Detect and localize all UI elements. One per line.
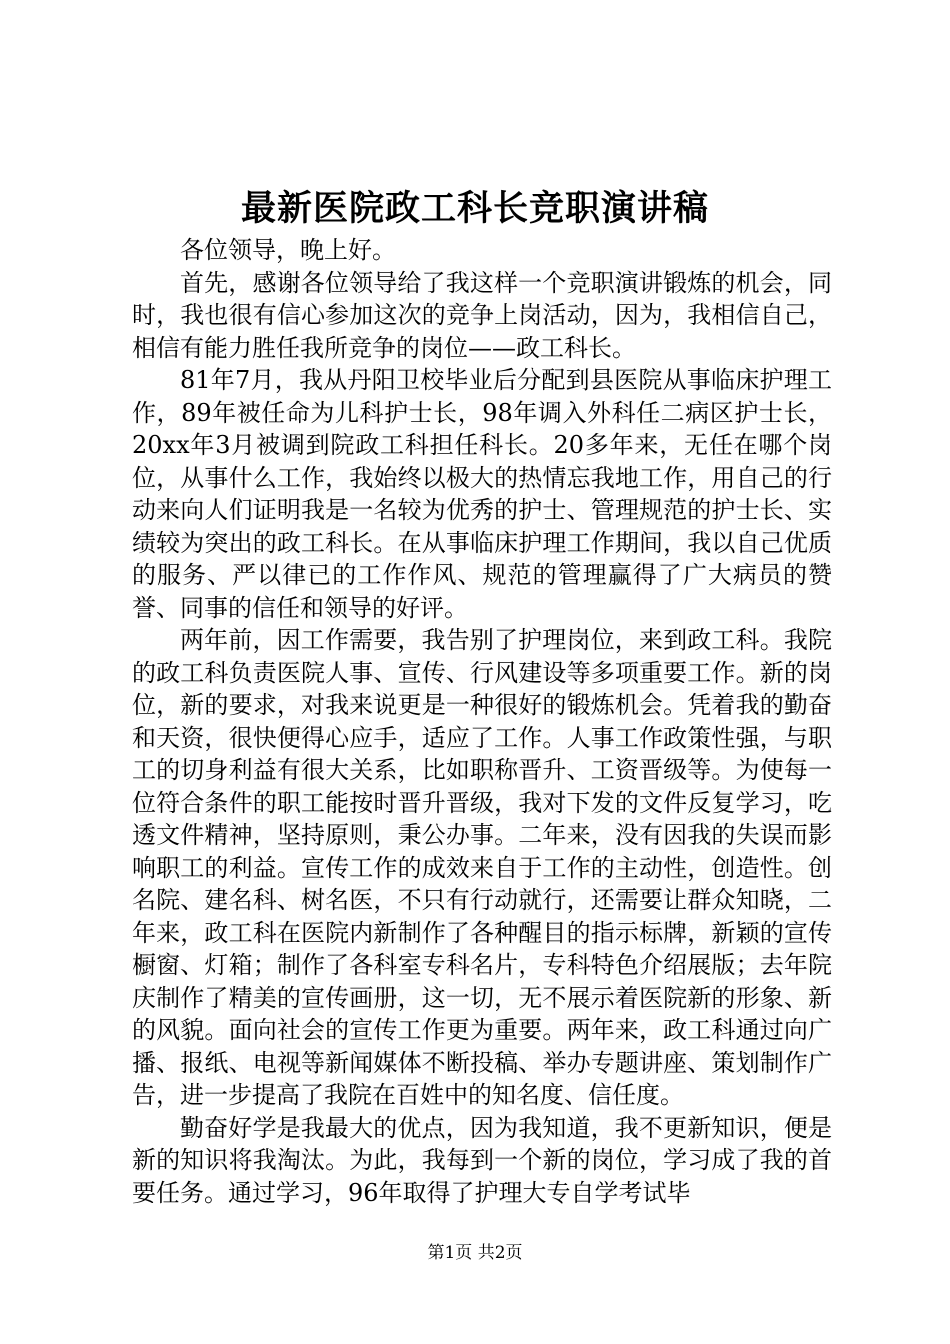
page-footer: 第1页 共2页	[427, 1243, 523, 1263]
paragraph-greeting: 各位领导，晚上好。	[180, 236, 396, 264]
paragraph-career-history: 81年7月，我从丹阳卫校毕业后分配到县医院从事临床护理工作，89年被任命为儿科护士长，98年调入外科任二病区护士长，20xx年3月被调到院政工科担任科长。20多年来，无任在哪个岗位，从事什么工作，我始终以极大的热情忘我地工作，用自己的行动来向人们证明我是一名较为优秀的护士、管理规范的护士长、实绩较为突出的政工科长。在从事临床护理工作期间，我以自己优质的服务、严以律已的工作作风、规范的管理赢得了广大病员的赞誉、同事的信任和领导的好评。	[132, 366, 832, 622]
document-body	[132, 234, 832, 1209]
paragraph-learning: 勤奋好学是我最大的优点，因为我知道，我不更新知识，便是新的知识将我淘汰。为此，我每到一个新的岗位，学习成了我的首要任务。通过学习，96年取得了护理大专自学考试毕	[132, 1113, 832, 1207]
document-title: 最新医院政工科长竞职演讲稿	[240, 188, 709, 229]
paragraph-introduction: 首先，感谢各位领导给了我这样一个竞职演讲锻炼的机会，同时，我也很有信心参加这次的竞争上岗活动，因为，我相信自己，相信有能力胜任我所竞争的岗位——政工科长。	[132, 268, 832, 362]
paragraph-political-work: 两年前，因工作需要，我告别了护理岗位，来到政工科。我院的政工科负责医院人事、宣传、行风建设等多项重要工作。新的岗位，新的要求，对我来说更是一种很好的锻炼机会。凭着我的勤奋和天资，很快便得心应手，适应了工作。人事工作政策性强，与职工的切身利益有很大关系，比如职称晋升、工资晋级等。为使每一位符合条件的职工能按时晋升晋级，我对下发的文件反复学习，吃透文件精神，坚持原则，秉公办事。二年来，没有因我的失误而影响职工的利益。宣传工作的成效来自于工作的主动性，创造性。创名院、建名科、树名医，不只有行动就行，还需要让群众知晓，二年来，政工科在医院内新制作了各种醒目的指示标牌，新颖的宣传橱窗、灯箱；制作了各科室专科名片，专科特色介绍展版；去年院庆制作了精美的宣传画册，这一切，无不展示着医院新的形象、新的风貌。面向社会的宣传工作更为重要。两年来，政工科通过向广播、报纸、电视等新闻媒体不断投稿、举办专题讲座、策划制作广告，进一步提高了我院在百姓中的知名度、信任度。	[132, 626, 832, 1109]
